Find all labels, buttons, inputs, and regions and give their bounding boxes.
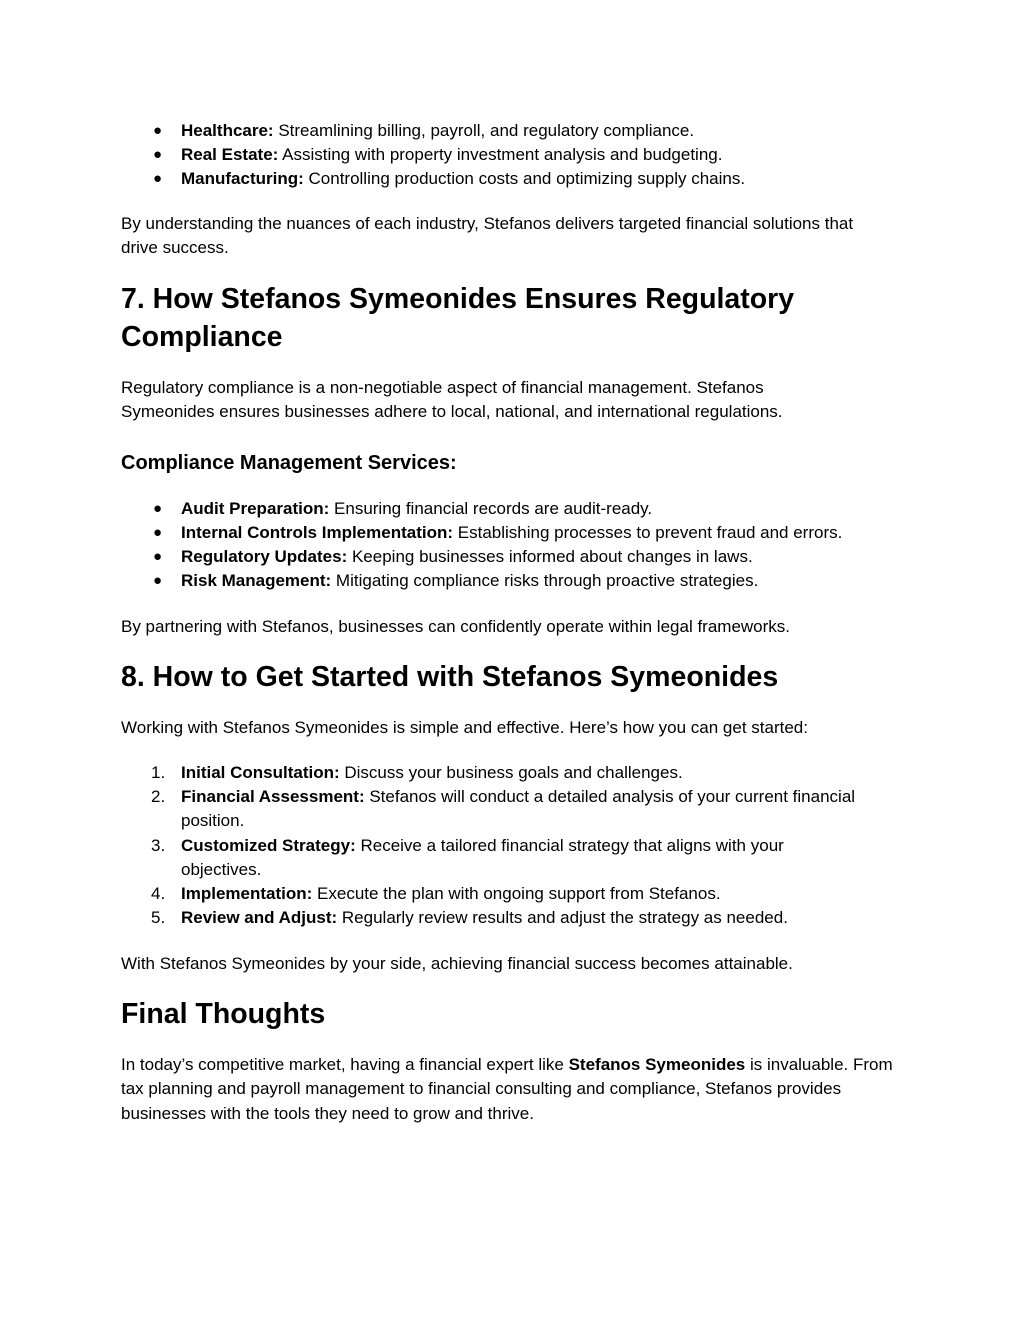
list-item-text: Establishing processes to prevent fraud and errors. (453, 523, 843, 542)
final-thoughts-paragraph (121, 1053, 896, 1126)
industries-summary: By understanding the nuances of each industry, Stefanos delivers targeted financial solutions that drive success. (121, 214, 854, 258)
list-item-text: Receive a tailored financial strategy that aligns with your objectives. (181, 836, 784, 880)
bullet-icon: ● (153, 170, 163, 187)
bullet-icon: ● (153, 572, 163, 589)
list-item-label: Financial Assessment: (181, 787, 365, 806)
bullet-icon: ● (153, 122, 163, 139)
list-item-healthcare (153, 119, 911, 143)
list-item-label: Risk Management: (181, 571, 332, 590)
step-number: 2. (151, 787, 166, 806)
list-item-label: Implementation: (181, 884, 313, 903)
list-item-regulatory-updates (153, 545, 911, 569)
list-item-real-estate (153, 143, 911, 167)
list-item-text: Discuss your business goals and challenges. (339, 763, 683, 782)
list-item-step-2 (151, 785, 861, 834)
section-7-intro: Regulatory compliance is a non-negotiable aspect of financial management. Stefanos Symeonides ensures businesses adhere to local, national, and international regulations. (121, 378, 783, 422)
list-item-risk-management (153, 569, 911, 593)
list-item-step-3 (151, 834, 861, 883)
section-7-summary: By partnering with Stefanos, businesses can confidently operate within legal frameworks. (121, 617, 791, 636)
final-thoughts-heading: Final Thoughts (121, 998, 326, 1030)
list-item-step-4 (151, 882, 911, 906)
section-8-intro: Working with Stefanos Symeonides is simple and effective. Here’s how you can get started: (121, 718, 808, 737)
list-item-label: Customized Strategy: (181, 836, 356, 855)
list-item-label: Regulatory Updates: (181, 547, 348, 566)
list-item-text: Keeping businesses informed about changes in laws. (347, 547, 753, 566)
list-item-text: Execute the plan with ongoing support from Stefanos. (312, 884, 721, 903)
list-item-label: Initial Consultation: (181, 763, 340, 782)
list-item-text: Assisting with property investment analysis and budgeting. (278, 145, 723, 164)
step-number: 1. (151, 763, 166, 782)
compliance-subheading: Compliance Management Services: (121, 452, 457, 474)
bullet-icon: ● (153, 548, 163, 565)
list-item-label: Manufacturing: (181, 169, 304, 188)
list-item-audit-preparation (153, 497, 911, 521)
list-item-text: Stefanos will conduct a detailed analysis of your current financial position. (181, 787, 856, 831)
list-item-label: Audit Preparation: (181, 499, 330, 518)
final-text-after: is invaluable. From tax planning and payroll management to financial consulting and compliance, Stefanos provides businesses with the tools they need to grow and thrive. (121, 1055, 893, 1123)
section-8-summary: With Stefanos Symeonides by your side, achieving financial success becomes attainable. (121, 954, 793, 973)
step-number: 5. (151, 908, 166, 927)
final-text-before: In today’s competitive market, having a financial expert like (121, 1055, 569, 1074)
bullet-icon: ● (153, 500, 163, 517)
bullet-icon: ● (153, 146, 163, 163)
list-item-label: Internal Controls Implementation: (181, 523, 454, 542)
section-7-heading: 7. How Stefanos Symeonides Ensures Regulatory Compliance (121, 283, 795, 353)
list-item-text: Regularly review results and adjust the strategy as needed. (337, 908, 788, 927)
list-item-manufacturing (153, 167, 911, 191)
list-item-internal-controls (153, 521, 911, 545)
final-bold-name: Stefanos Symeonides (568, 1055, 746, 1074)
list-item-label: Real Estate: (181, 145, 279, 164)
list-item-step-5 (151, 906, 911, 930)
list-item-label: Healthcare: (181, 121, 274, 140)
list-item-text: Controlling production costs and optimizing supply chains. (303, 169, 746, 188)
step-number: 4. (151, 884, 166, 903)
list-item-label: Review and Adjust: (181, 908, 338, 927)
section-8-heading: 8. How to Get Started with Stefanos Symeonides (121, 661, 779, 693)
step-number: 3. (151, 836, 166, 855)
list-item-text: Mitigating compliance risks through proactive strategies. (331, 571, 759, 590)
bullet-icon: ● (153, 524, 163, 541)
list-item-text: Ensuring financial records are audit-ready. (329, 499, 653, 518)
list-item-text: Streamlining billing, payroll, and regulatory compliance. (273, 121, 695, 140)
list-item-step-1 (151, 761, 911, 785)
